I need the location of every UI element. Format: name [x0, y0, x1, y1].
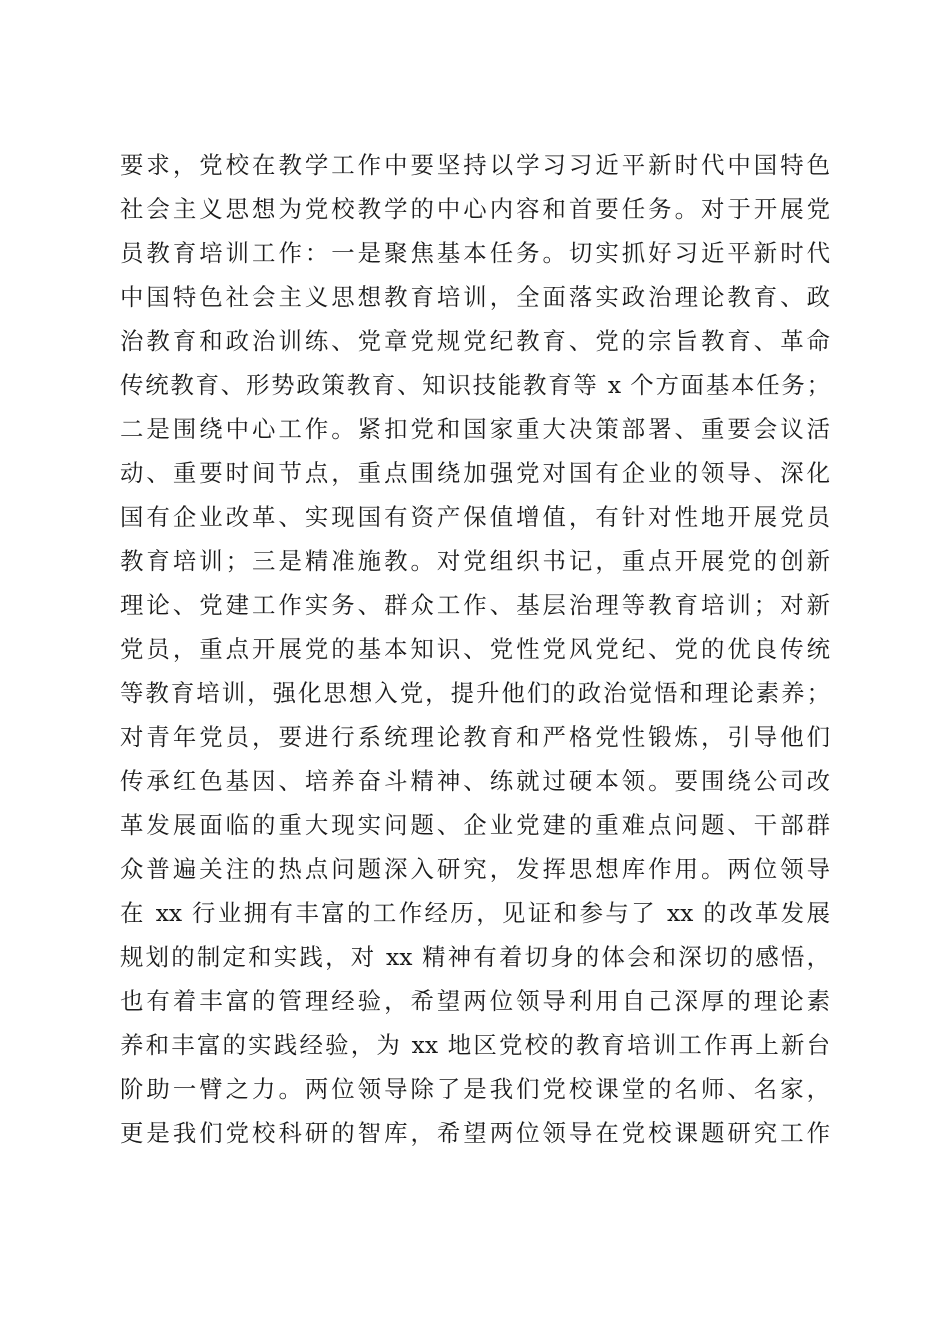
body-paragraph	[120, 143, 830, 1155]
text-line: 教育培训；三是精准施教。对党组织书记，重点开展党的创新	[120, 547, 830, 575]
text-line: 中国特色社会主义思想教育培训，全面落实政治理论教育、政	[120, 283, 830, 311]
text-line: 党员，重点开展党的基本知识、党性党风党纪、党的优良传统	[120, 635, 830, 663]
text-line: 二是围绕中心工作。紧扣党和国家重大决策部署、重要会议活	[120, 415, 830, 443]
text-line: 员教育培训工作：一是聚焦基本任务。切实抓好习近平新时代	[120, 239, 830, 267]
text-line: 传统教育、形势政策教育、知识技能教育等 x 个方面基本任务；	[120, 371, 830, 399]
text-line: 要求，党校在教学工作中要坚持以学习习近平新时代中国特色	[120, 151, 830, 179]
text-line: 传承红色基因、培养奋斗精神、练就过硬本领。要围绕公司改	[120, 767, 830, 795]
text-line: 理论、党建工作实务、群众工作、基层治理等教育培训；对新	[120, 591, 830, 619]
text-line: 众普遍关注的热点问题深入研究，发挥思想库作用。两位领导	[120, 855, 830, 883]
text-line: 社会主义思想为党校教学的中心内容和首要任务。对于开展党	[120, 195, 830, 223]
text-line: 等教育培训，强化思想入党，提升他们的政治觉悟和理论素养；	[120, 679, 830, 707]
text-line: 在 xx 行业拥有丰富的工作经历，见证和参与了 xx 的改革发展	[120, 899, 830, 927]
text-line: 对青年党员，要进行系统理论教育和严格党性锻炼，引导他们	[120, 723, 830, 751]
text-line: 规划的制定和实践，对 xx 精神有着切身的体会和深切的感悟，	[120, 943, 830, 971]
text-line: 更是我们党校科研的智库，希望两位领导在党校课题研究工作	[120, 1119, 830, 1147]
text-line: 国有企业改革、实现国有资产保值增值，有针对性地开展党员	[120, 503, 830, 531]
text-line: 革发展面临的重大现实问题、企业党建的重难点问题、干部群	[120, 811, 830, 839]
text-line: 养和丰富的实践经验，为 xx 地区党校的教育培训工作再上新台	[120, 1031, 830, 1059]
text-line: 也有着丰富的管理经验，希望两位领导利用自己深厚的理论素	[120, 987, 830, 1015]
text-line: 动、重要时间节点，重点围绕加强党对国有企业的领导、深化	[120, 459, 830, 487]
text-line: 阶助一臂之力。两位领导除了是我们党校课堂的名师、名家，	[120, 1075, 830, 1103]
text-line: 治教育和政治训练、党章党规党纪教育、党的宗旨教育、革命	[120, 327, 830, 355]
